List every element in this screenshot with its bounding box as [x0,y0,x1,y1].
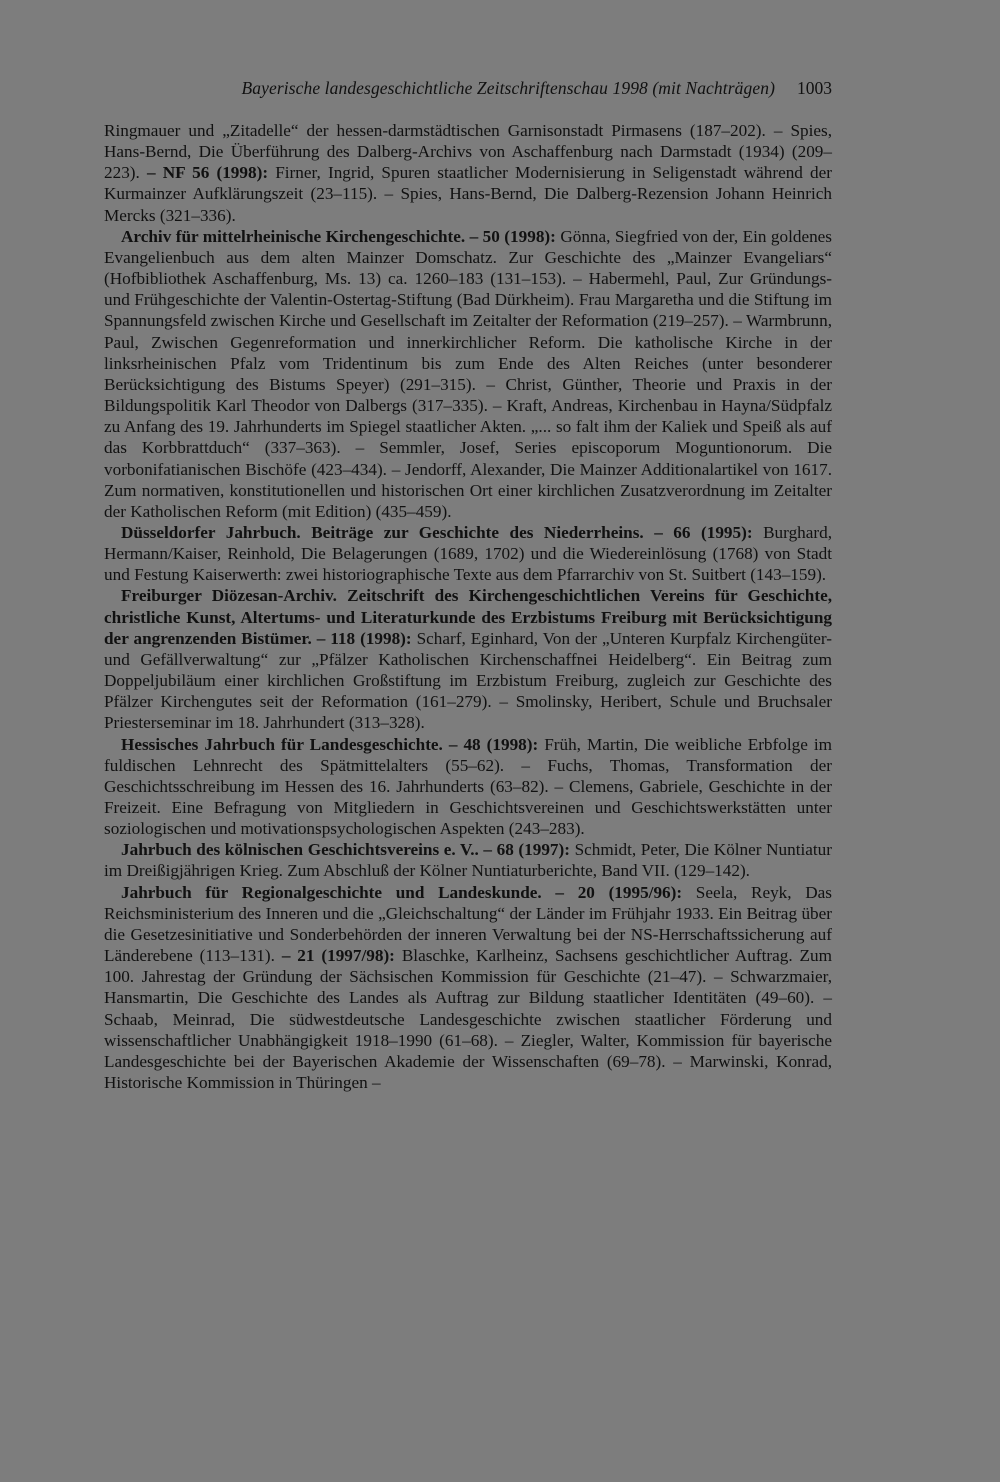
entry-text: Schmidt, Peter, Die Kölner Nuntiatur im Dreißigjährigen Krieg. Zum Abschluß der Kölner Nuntiaturberichte, Band VII. (129–142). [104,840,832,881]
page-number: 1003 [797,78,832,98]
bibliography-entry [104,120,832,226]
page [104,76,832,1093]
entry-text: Burghard, Hermann/Kaiser, Reinhold, Die Belagerungen (1689, 1702) und die Wiedereinlösung (1768) von Stadt und Festung Kaiserwerth: zwei historiographische Texte aus dem Pfarrarchiv von St. Suitbert (143–159). [104,522,832,585]
journal-heading: Düsseldorfer Jahrbuch. Beiträge zur Geschichte des Niederrheins. – 66 (1995): [121,522,753,542]
bibliography-entry [104,522,832,585]
entry-text: Ringmauer und „Zitadelle“ der hessen-darmstädtischen Garnisonstadt Pirmasens (187–202). – Spies, Hans-Bernd, Die Überführung des Dalberg-Archivs von Aschaffenburg nach Darmstadt (1934) (209–223). [104,121,832,183]
entry-text: Gönna, Siegfried von der, Ein goldenes Evangelienbuch aus dem alten Mainzer Domschatz. Zur Geschichte des „Mainzer Evangeliars“ (Hofbibliothek Aschaffenburg, Ms. 13) ca. 1260–183 (131–153). – Habermehl, Paul, Zur Gründungs- und Frühgeschichte der Valentin-Ostertag-Stiftung (Bad Dürkheim). Frau Margaretha und die Stiftung im Spannungsfeld zwischen Kirche und Gesellschaft im Zeitalter der Reformation (219–257). – Warmbrunn, Paul, Zwischen Gegenreformation und innerkirchlicher Reform. Die katholische Kirche in der linksrheinischen Pfalz vom Tridentinum bis zum Ende des Alten Reiches (unter besonderer Berücksichtigung des Bistums Speyer) (291–315). – Christ, Günther, Theorie und Praxis in der Bildungspolitik Karl Theodor von Dalbergs (317–335). – Kraft, Andreas, Kirchenbau in Hayna/Südpfalz zu Anfang des 19. Jahrhunderts im Spiegel staatlicher Akten. „... so falt ihm der Kaliek und Speiß als auf das Korbbrattduch“ (337–363). – Semmler, Josef, Series episcoporum Moguntionorum. Die vorbonifatianischen Bischöfe (423–434). – Jendorff, Alexander, Die Mainzer Additionalartikel von 1617. Zum normativen, konstitutionellen und historischen Ort einer kirchlichen Zusatzverordnung im Zeitalter der Katholischen Reform (mit Edition) (435–459). [104,226,832,521]
journal-heading: Jahrbuch für Regionalgeschichte und Landeskunde. – 20 (1995/96): [121,882,683,902]
journal-heading: Freiburger Diözesan-Archiv. Zeitschrift des Kirchengeschichtlichen Vereins für Geschichte, christliche Kunst, Altertums- und Literaturkunde des Erzbistums Freiburg mit Berücksichtigung der angrenzenden Bistümer. – 118 (1998): [104,586,832,648]
bibliography-entry [104,734,832,840]
running-header [104,76,832,100]
journal-heading: – 21 (1997/98): [281,946,395,966]
entry-text: Früh, Martin, Die weibliche Erbfolge im fuldischen Lehnrecht des Spätmittelalters (55–62). – Fuchs, Thomas, Transformation der Geschichtsschreibung im Hessen des 16. Jahrhunderts (63–82). – Clemens, Gabriele, Geschichte in der Freizeit. Eine Befragung von Mitgliedern in Geschichtsvereinen und Geschichtswerkstätten unter soziologischen und motivationspsychologischen Aspekten (243–283). [104,734,832,839]
running-title: Bayerische landesgeschichtliche Zeitschriftenschau 1998 (mit Nachträgen) [241,78,775,98]
journal-heading: – NF 56 (1998): [146,163,269,183]
entry-text: Seela, Reyk, Das Reichsministerium des Inneren und die „Gleichschaltung“ der Länder im Frühjahr 1933. Ein Beitrag über die Gesetzesinitiative und Sonderbehörden der inneren Verwaltung bei der NS-Herrschaftssicherung auf Länderebene (113–131). [104,882,832,966]
bibliography-entry [104,226,832,522]
entry-text: Scharf, Eginhard, Von der „Unteren Kurpfalz Kirchengüter- und Gefällverwaltung“ zur „Pfälzer Katholischen Kirchenschaffnei Heidelberg“. Ein Beitrag zum Doppeljubiläum einer kirchlichen Großstiftung im Erzbistum Freiburg, zugleich zur Geschichte des Pfälzer Kirchengutes seit der Reformation (161–279). – Smolinsky, Heribert, Schule und Bruchsaler Priesterseminar im 18. Jahrhundert (313–328). [104,628,832,733]
entry-text: Firner, Ingrid, Spuren staatlicher Modernisierung in Seligenstadt während der Kurmainzer Aufklärungszeit (23–115). – Spies, Hans-Bernd, Die Dalberg-Rezension Johann Heinrich Mercks (321–336). [104,163,832,225]
journal-heading: Jahrbuch des kölnischen Geschichtsvereins e. V.. – 68 (1997): [121,840,570,860]
bibliography-entry [104,882,832,1094]
journal-heading: Hessisches Jahrbuch für Landesgeschichte. – 48 (1998): [121,734,539,754]
bibliography-entry [104,585,832,733]
entry-text: Blaschke, Karlheinz, Sachsens geschichtlicher Auftrag. Zum 100. Jahrestag der Gründung der Sächsischen Kommission für Geschichte (21–47). – Schwarzmaier, Hansmartin, Die Geschichte des Landes als Auftrag zur Bildung staatlicher Identitäten (49–60). – Schaab, Meinrad, Die südwestdeutsche Landesgeschichte zwischen staatlicher Förderung und wissenschaftlicher Unabhängigkeit 1918–1990 (61–68). – Ziegler, Walter, Kommission für bayerische Landesgeschichte bei der Bayerischen Akademie der Wissenschaften (69–78). – Marwinski, Konrad, Historische Kommission in Thüringen – [104,946,832,1093]
text-body [104,120,832,1093]
journal-heading: Archiv für mittelrheinische Kirchengeschichte. – 50 (1998): [121,226,556,246]
bibliography-entry [104,839,832,881]
